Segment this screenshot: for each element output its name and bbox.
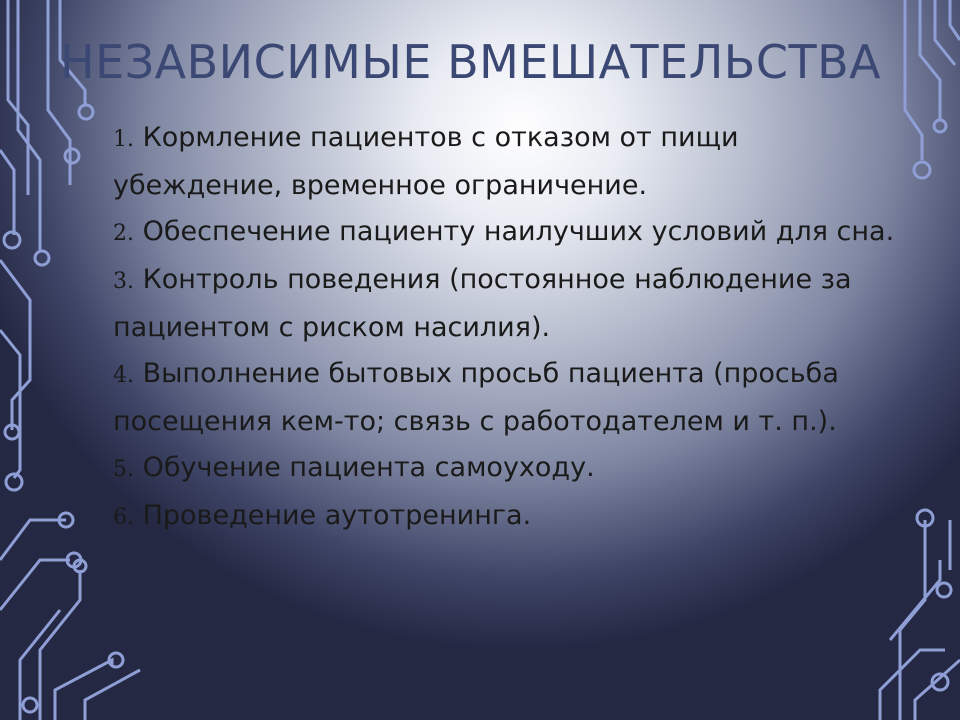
list-item-number: 1. xyxy=(113,127,134,152)
list-item-1 xyxy=(113,115,903,209)
list-item-text: Кормление пациентов с отказом от пищи убеждение, временное ограничение. xyxy=(113,122,739,201)
list-item-text: Обеспечение пациенту наилучших условий для сна. xyxy=(142,216,895,247)
list-item-text: Обучение пациента самоуходу. xyxy=(142,452,595,483)
list-item-number: 6. xyxy=(113,505,134,530)
list-item-3 xyxy=(113,257,903,351)
list-item-text: Выполнение бытовых просьб пациента (просьба посещения кем-то; связь с работодателем и т. п.). xyxy=(113,358,839,437)
list-item-2 xyxy=(113,209,903,257)
list-item-6 xyxy=(113,493,903,541)
intervention-list xyxy=(113,115,903,541)
list-item-number: 4. xyxy=(113,363,134,388)
list-item-number: 2. xyxy=(113,221,134,246)
list-item-number: 5. xyxy=(113,457,134,482)
list-item-number: 3. xyxy=(113,269,134,294)
list-item-text: Проведение аутотренинга. xyxy=(142,500,532,531)
list-item-5 xyxy=(113,445,903,493)
slide-title: НЕЗАВИСИМЫЕ ВМЕШАТЕЛЬСТВА xyxy=(60,35,882,89)
list-item-4 xyxy=(113,351,903,445)
list-item-text: Контроль поведения (постоянное наблюдение за пациентом с риском насилия). xyxy=(113,264,852,343)
